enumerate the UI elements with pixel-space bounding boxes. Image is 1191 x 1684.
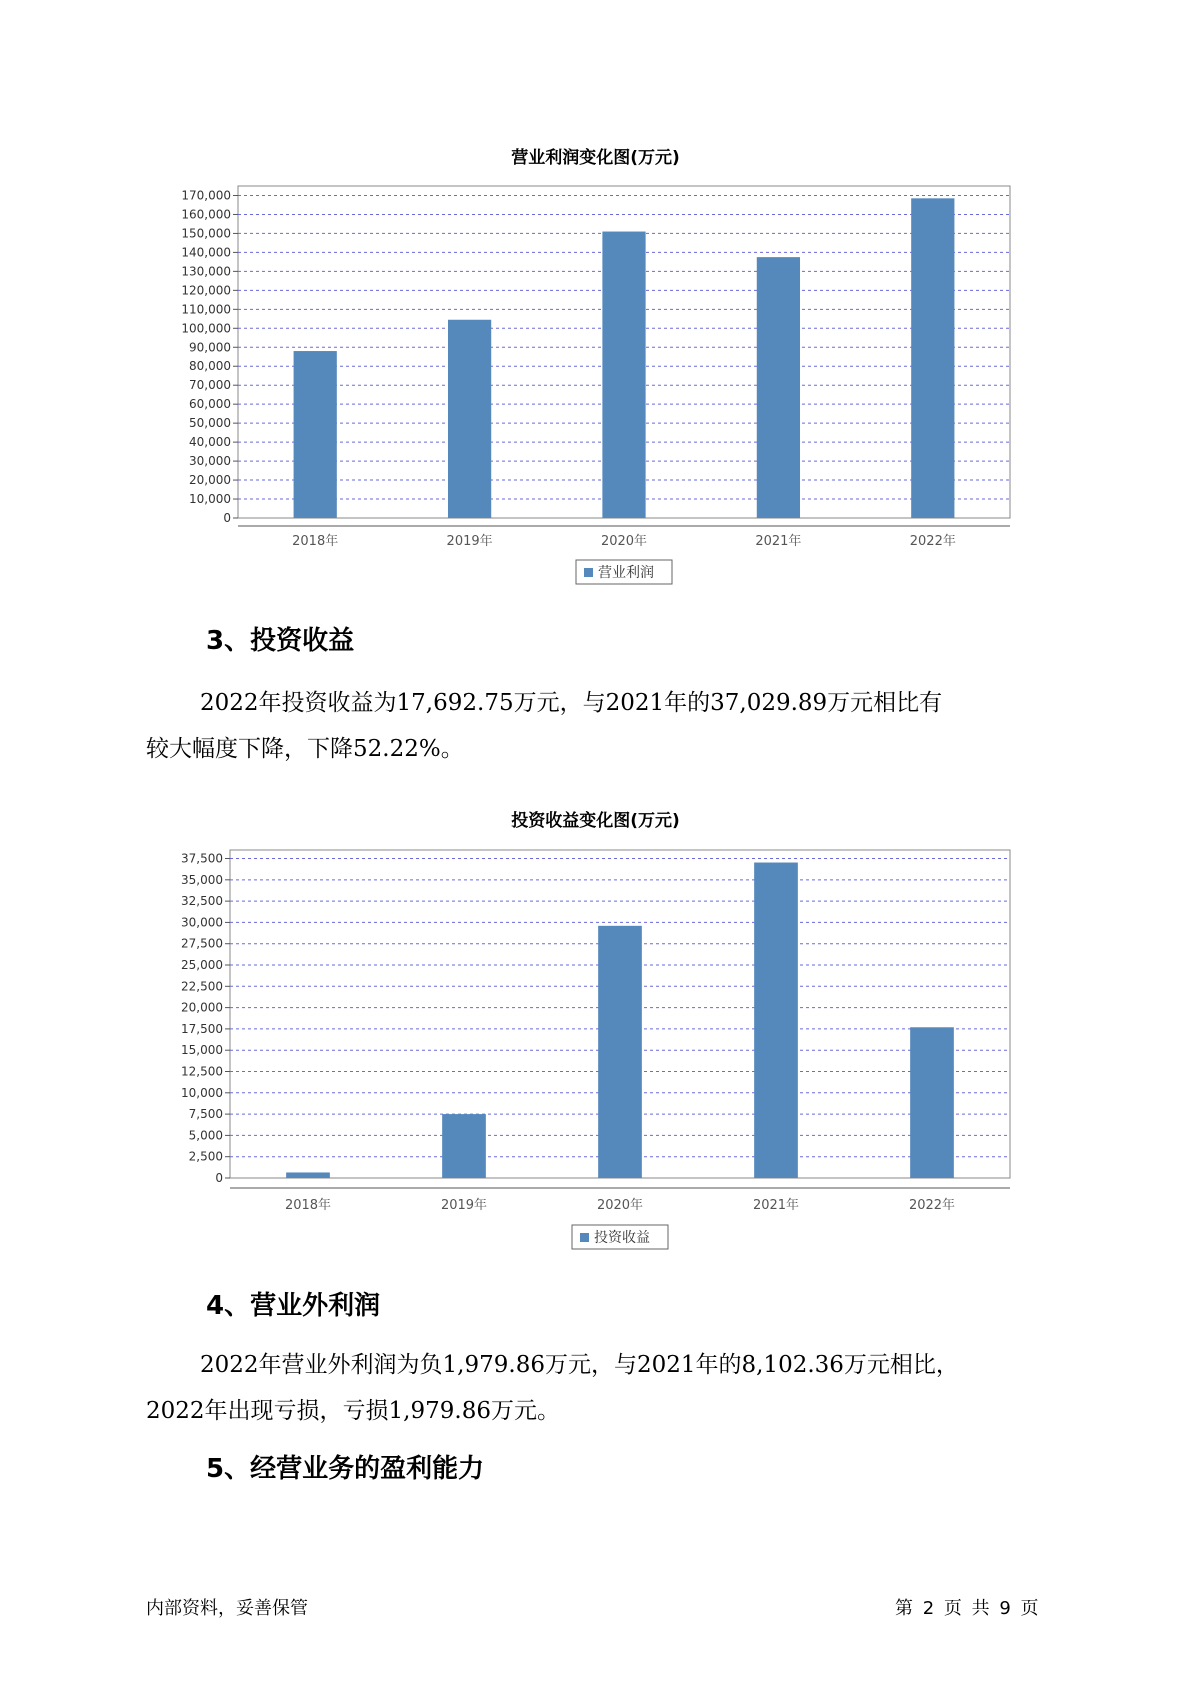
x-tick-label: 2021年 [755, 534, 802, 549]
y-tick-label: 130,000 [181, 264, 231, 279]
bar-2022年 [911, 198, 954, 518]
y-tick-label: 20,000 [189, 473, 231, 488]
paragraph-investment-income [146, 680, 1046, 772]
chart-title-investment-income: 投资收益变化图(万元) [511, 811, 680, 831]
y-tick-label: 10,000 [181, 1085, 223, 1100]
bar-2019年 [442, 1114, 486, 1178]
y-tick-label: 30,000 [181, 915, 223, 930]
y-tick-label: 150,000 [181, 226, 231, 241]
y-tick-label: 100,000 [181, 321, 231, 336]
x-tick-label: 2022年 [909, 534, 956, 549]
paragraph-line: 2022年出现亏损，亏损1,979.86万元。 [146, 1398, 560, 1424]
y-tick-label: 140,000 [181, 245, 231, 260]
bar-2018年 [286, 1172, 330, 1178]
y-tick-label: 7,500 [188, 1107, 223, 1122]
legend-label: 营业利润 [598, 565, 654, 581]
y-tick-label: 32,500 [181, 894, 223, 909]
y-tick-label: 90,000 [189, 340, 231, 355]
x-tick-label: 2020年 [596, 1198, 644, 1213]
bar-2019年 [448, 320, 491, 518]
paragraph-non-operating-profit [146, 1342, 1046, 1434]
y-tick-label: 20,000 [181, 1000, 223, 1015]
operating-profit-svg [0, 170, 1191, 590]
paragraph-line: 2022年投资收益为17,692.75万元，与2021年的37,029.89万元相比有 [200, 690, 943, 716]
y-tick-label: 110,000 [181, 302, 231, 317]
y-tick-label: 0 [215, 1171, 223, 1185]
x-tick-label: 2018年 [292, 534, 339, 549]
section-heading-non-operating-profit: 4、营业外利润 [206, 1291, 381, 1321]
chart-operating-profit [0, 170, 1191, 594]
legend-swatch [580, 1233, 589, 1242]
y-tick-label: 2,500 [188, 1149, 223, 1164]
bar-2020年 [602, 232, 645, 518]
y-tick-label: 10,000 [189, 492, 231, 507]
investment-income-svg [0, 832, 1191, 1252]
x-tick-label: 2020年 [600, 534, 648, 549]
y-tick-label: 60,000 [189, 397, 231, 412]
y-tick-label: 5,000 [188, 1128, 223, 1143]
x-tick-label: 2018年 [284, 1198, 332, 1213]
y-tick-label: 160,000 [181, 207, 231, 222]
y-tick-label: 170,000 [181, 188, 231, 203]
y-tick-label: 27,500 [181, 936, 223, 951]
y-tick-label: 17,500 [181, 1021, 223, 1036]
y-tick-label: 35,000 [181, 872, 223, 887]
chart-investment-income [0, 832, 1191, 1256]
bar-2021年 [757, 257, 800, 518]
y-tick-label: 70,000 [189, 378, 231, 393]
bar-2022年 [910, 1027, 954, 1178]
y-tick-label: 37,500 [181, 851, 223, 866]
y-tick-label: 120,000 [181, 283, 231, 298]
legend-swatch [584, 568, 593, 577]
x-tick-label: 2019年 [446, 534, 493, 549]
bar-2018年 [294, 351, 337, 518]
footer-confidential-note: 内部资料，妥善保管 [146, 1598, 308, 1619]
y-tick-label: 50,000 [189, 416, 231, 431]
x-tick-label: 2021年 [752, 1198, 800, 1213]
paragraph-line: 较大幅度下降，下降52.22%。 [146, 736, 464, 762]
y-tick-label: 22,500 [181, 979, 223, 994]
y-tick-label: 25,000 [181, 958, 223, 973]
y-tick-label: 15,000 [181, 1043, 223, 1058]
y-tick-label: 40,000 [189, 435, 231, 450]
y-tick-label: 30,000 [189, 454, 231, 469]
section-heading-profitability: 5、经营业务的盈利能力 [206, 1454, 485, 1484]
legend-label: 投资收益 [594, 1230, 650, 1246]
section-heading-investment-income: 3、投资收益 [206, 626, 355, 656]
bar-2020年 [598, 926, 642, 1178]
bar-2021年 [754, 863, 798, 1178]
y-tick-label: 12,500 [181, 1064, 223, 1079]
footer-page-number: 第 2 页 共 9 页 [895, 1598, 1039, 1619]
paragraph-line: 2022年营业外利润为负1,979.86万元，与2021年的8,102.36万元相比， [200, 1352, 959, 1378]
x-tick-label: 2022年 [908, 1198, 956, 1213]
y-tick-label: 80,000 [189, 359, 231, 374]
x-tick-label: 2019年 [440, 1198, 488, 1213]
y-tick-label: 0 [223, 511, 231, 525]
chart-title-operating-profit: 营业利润变化图(万元) [511, 148, 680, 168]
